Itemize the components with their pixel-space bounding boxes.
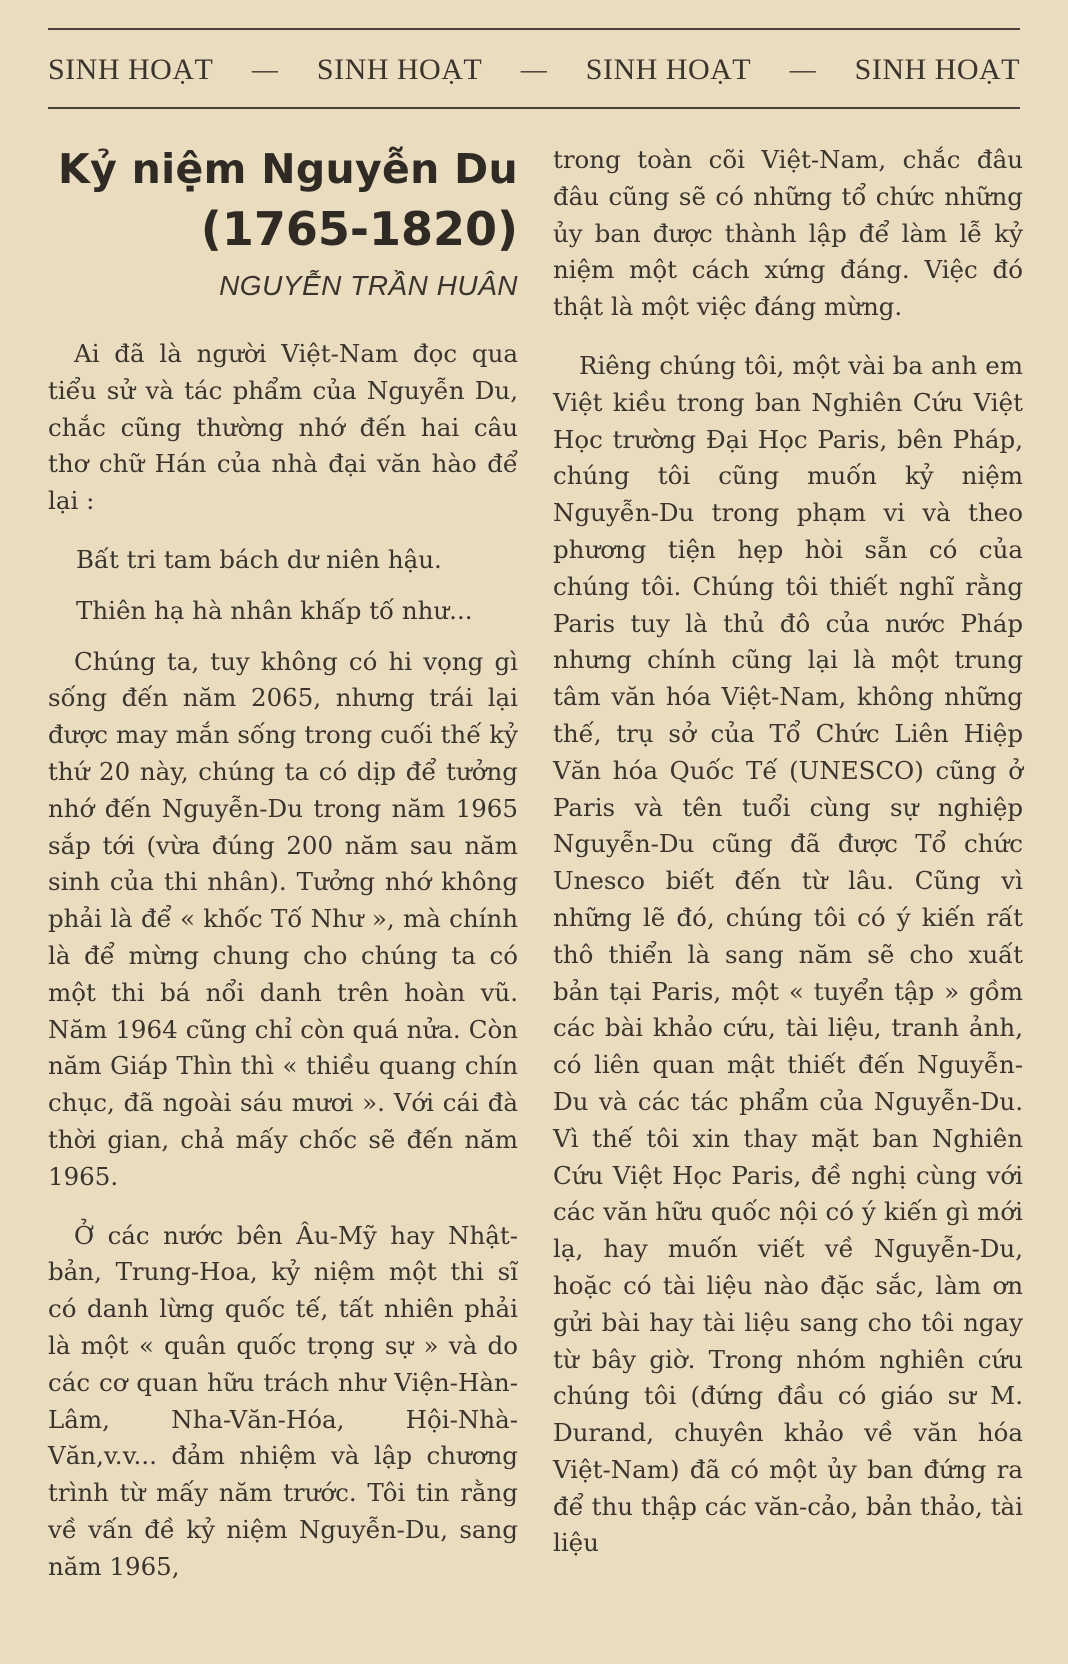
top-rule (48, 28, 1020, 30)
running-head (48, 50, 1020, 90)
running-head-item: SINH HOẠT (48, 53, 214, 86)
paragraph: Chúng ta, tuy không có hi vọng gì sống đến năm 2065, nhưng trái lại được may mắn sống trong cuối thế kỷ thứ 20 này, chúng ta có dịp để tưởng nhớ đến Nguyễn-Du trong năm 1965 sắp tới (vừa đúng 200 năm sau năm sinh của thi nhân). Tưởng nhớ không phải là để « khốc Tố Như », mà chính là để mừng chung cho chúng ta có một thi bá nổi danh trên hoàn vũ. Năm 1964 cũng chỉ còn quá nửa. Còn năm Giáp Thìn thì « thiều quang chín chục, đã ngoài sáu mươi ». Với cái đà thời gian, chả mấy chốc sẽ đến năm 1965. (48, 646, 518, 1191)
running-head-item: SINH HOẠT (854, 53, 1020, 86)
paragraph: Riêng chúng tôi, một vài ba anh em Việt kiều trong ban Nghiên Cứu Việt Học trường Đại Học Paris, bên Pháp, chúng tôi cũng muốn kỷ niệm Nguyễn-Du trong phạm vi và theo phương tiện hẹp hòi sẵn có của chúng tôi. Chúng tôi thiết nghĩ rằng Paris tuy là thủ đô của nước Pháp nhưng chính cũng lại là một trung tâm văn hóa Việt-Nam, không những thế, trụ sở của Tổ Chức Liên Hiệp Văn hóa Quốc Tế (UNESCO) cũng ở Paris và tên tuổi cùng sự nghiệp Nguyễn-Du cũng đã được Tổ chức Unesco biết đến từ lâu. Cũng vì những lẽ đó, chúng tôi có ý kiến rất thô thiển là sang năm sẽ cho xuất bản tại Paris, một « tuyển tập » gồm các bài khảo cứu, tài liệu, tranh ảnh, có liên quan mật thiết đến Nguyễn-Du và các tác phẩm của Nguyễn-Du. Vì thế tôi xin thay mặt ban Nghiên Cứu Việt Học Paris, đề nghị cùng với các văn hữu quốc nội có ý kiến gì mới lạ, hay muốn viết về Nguyễn-Du, hoặc có tài liệu nào đặc sắc, làm ơn gửi bài hay tài liệu sang cho tôi ngay từ bây giờ. Trong nhóm nghiên cứu chúng tôi (đứng đầu có giáo sư M. Durand, chuyên khảo về văn hóa Việt-Nam) đã có một ủy ban đứng ra để thu thập các văn-cảo, bản thảo, tài liệu (553, 350, 1023, 1558)
running-head-separator: — (251, 55, 279, 84)
paragraph: Ở các nước bên Âu-Mỹ hay Nhật-bản, Trung-Hoa, kỷ niệm một thi sĩ có danh lừng quốc tế, tất nhiên phải là một « quân quốc trọng sự » và do các cơ quan hữu trách như Viện-Hàn-Lâm, Nha-Văn-Hóa, Hội-Nhà-Văn,v.v... đảm nhiệm và lập chương trình từ mấy năm trước. Tôi tin rằng về vấn đề kỷ niệm Nguyễn-Du, sang năm 1965, (48, 1220, 518, 1581)
title-block (48, 140, 518, 306)
article-years: (1765-1820) (200, 202, 518, 256)
right-column (553, 142, 1023, 1584)
running-head-separator: — (520, 55, 548, 84)
paragraph: Ai đã là người Việt-Nam đọc qua tiểu sử và tác phẩm của Nguyễn Du, chắc cũng thường nhớ đến hai câu thơ chữ Hán của nhà đại văn hào để lại : (48, 339, 518, 516)
header-bottom-rule (48, 107, 1020, 109)
left-column (48, 140, 518, 1608)
running-head-separator: — (789, 55, 817, 84)
paragraph: trong toàn cõi Việt-Nam, chắc đâu đâu cũng sẽ có những tổ chức những ủy ban được thành lập để làm lễ kỷ niệm một cách xứng đáng. Việc đó thật là một việc đáng mừng. (553, 145, 1023, 322)
article-title: Kỷ niệm Nguyễn Du (58, 145, 518, 193)
article-author: NGUYỄN TRẦN HUÂN (219, 270, 518, 301)
running-head-item: SINH HOẠT (585, 53, 752, 86)
verse-line: Thiên hạ hà nhân khấp tố như... (76, 595, 473, 625)
running-head-item: SINH HOẠT (316, 53, 483, 86)
verse-line: Bất tri tam bách dư niên hậu. (76, 544, 442, 574)
